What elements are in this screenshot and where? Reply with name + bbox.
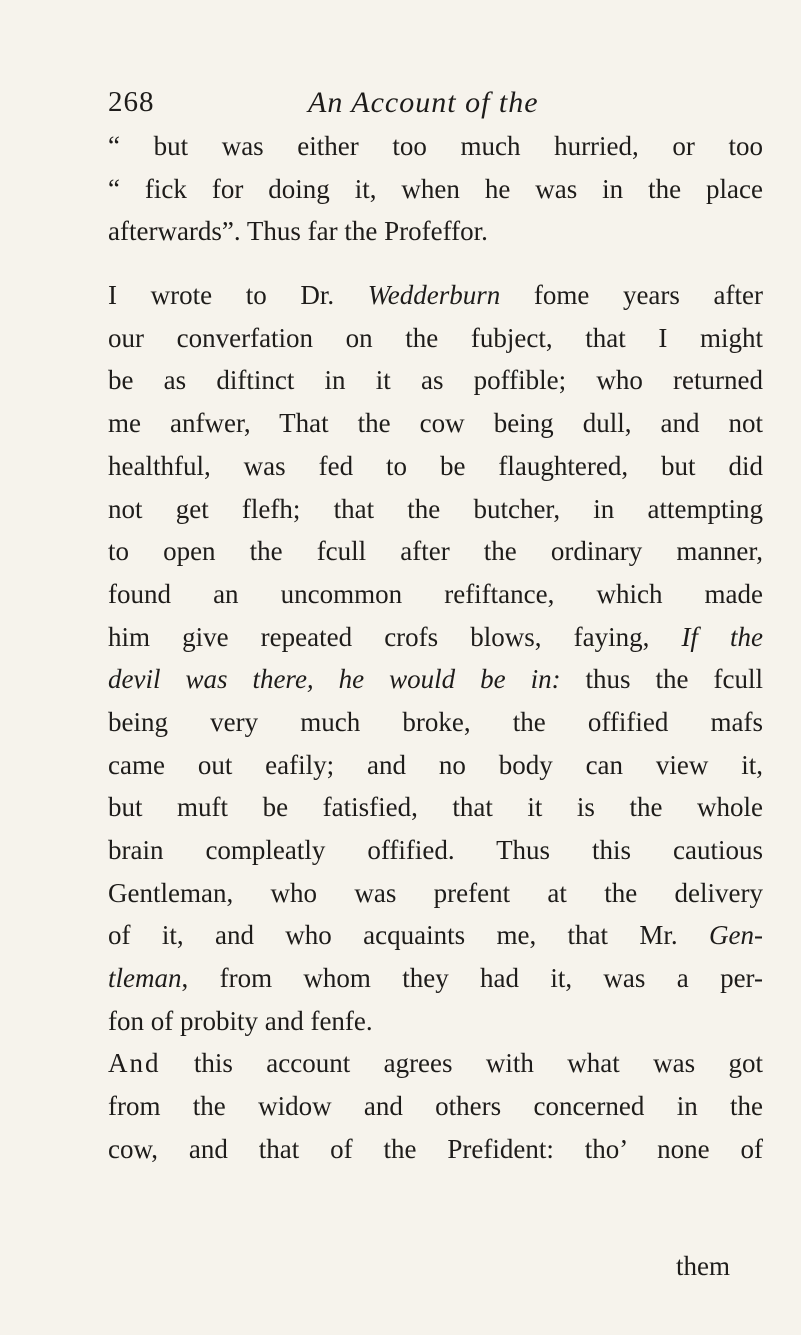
text-line: healthful, was fed to be flaughtered, but did: [108, 450, 763, 481]
text-line: being very much broke, the offified mafs: [108, 706, 763, 737]
text-line: Gentleman, who was prefent at the delivery: [108, 877, 763, 908]
italic-quote: devil was there, he would be in:: [108, 664, 561, 695]
italic-name: Wedderburn: [367, 280, 501, 311]
text-line: [108, 914, 763, 957]
text-line: [108, 658, 763, 701]
text-run: fome years after: [500, 280, 763, 311]
page-header: [108, 86, 748, 126]
page-number: 268: [108, 86, 155, 118]
text-line: from the widow and others concerned in the: [108, 1091, 763, 1122]
text-run: I wrote to Dr.: [108, 280, 368, 311]
text-run: this account agrees with what was got: [160, 1048, 763, 1079]
text-line: brain compleatly offified. Thus this cautious: [108, 835, 763, 865]
small-caps-word: And: [108, 1048, 161, 1079]
text-line: “ fick for doing it, when he was in the place: [108, 173, 763, 204]
text-line: “ but was either too much hurried, or too: [108, 131, 763, 161]
text-run: him give repeated crofs blows, faying,: [108, 621, 682, 652]
italic-name: Gen-: [709, 920, 763, 951]
text-line: our converfation on the fubject, that I might: [108, 322, 763, 353]
text-line: be as diftinct in it as poffible; who returned: [108, 365, 763, 396]
italic-quote: If the: [681, 621, 764, 652]
text-line: [108, 1042, 763, 1085]
body-text: [108, 125, 763, 1171]
running-head: An Account of the: [308, 86, 539, 119]
text-line: [108, 274, 763, 317]
text-line: me anfwer, That the cow being dull, and not: [108, 408, 763, 439]
text-line: found an uncommon refiftance, which made: [108, 578, 763, 609]
text-line: not get flefh; that the butcher, in attempting: [108, 493, 763, 524]
text-line: [108, 616, 763, 659]
text-run: thus the fcull: [560, 664, 763, 695]
text-line: [108, 957, 763, 1000]
text-line: afterwards”. Thus far the Profeffor.: [108, 216, 488, 247]
text-line: cow, and that of the Prefident: tho’ none of: [108, 1133, 763, 1164]
text-line: to open the fcull after the ordinary manner,: [108, 536, 763, 567]
catchword: them: [676, 1251, 730, 1281]
text-run: , from whom they had it, was a per-: [181, 963, 763, 994]
text-run: of it, and who acquaints me, that Mr.: [108, 920, 710, 951]
text-line: came out eafily; and no body can view it,: [108, 749, 763, 780]
text-line: fon of probity and fenfe.: [108, 1005, 373, 1036]
paragraph-gap: [108, 253, 763, 274]
text-line: but muft be fatisfied, that it is the whole: [108, 792, 763, 823]
italic-name: tleman: [108, 963, 182, 994]
